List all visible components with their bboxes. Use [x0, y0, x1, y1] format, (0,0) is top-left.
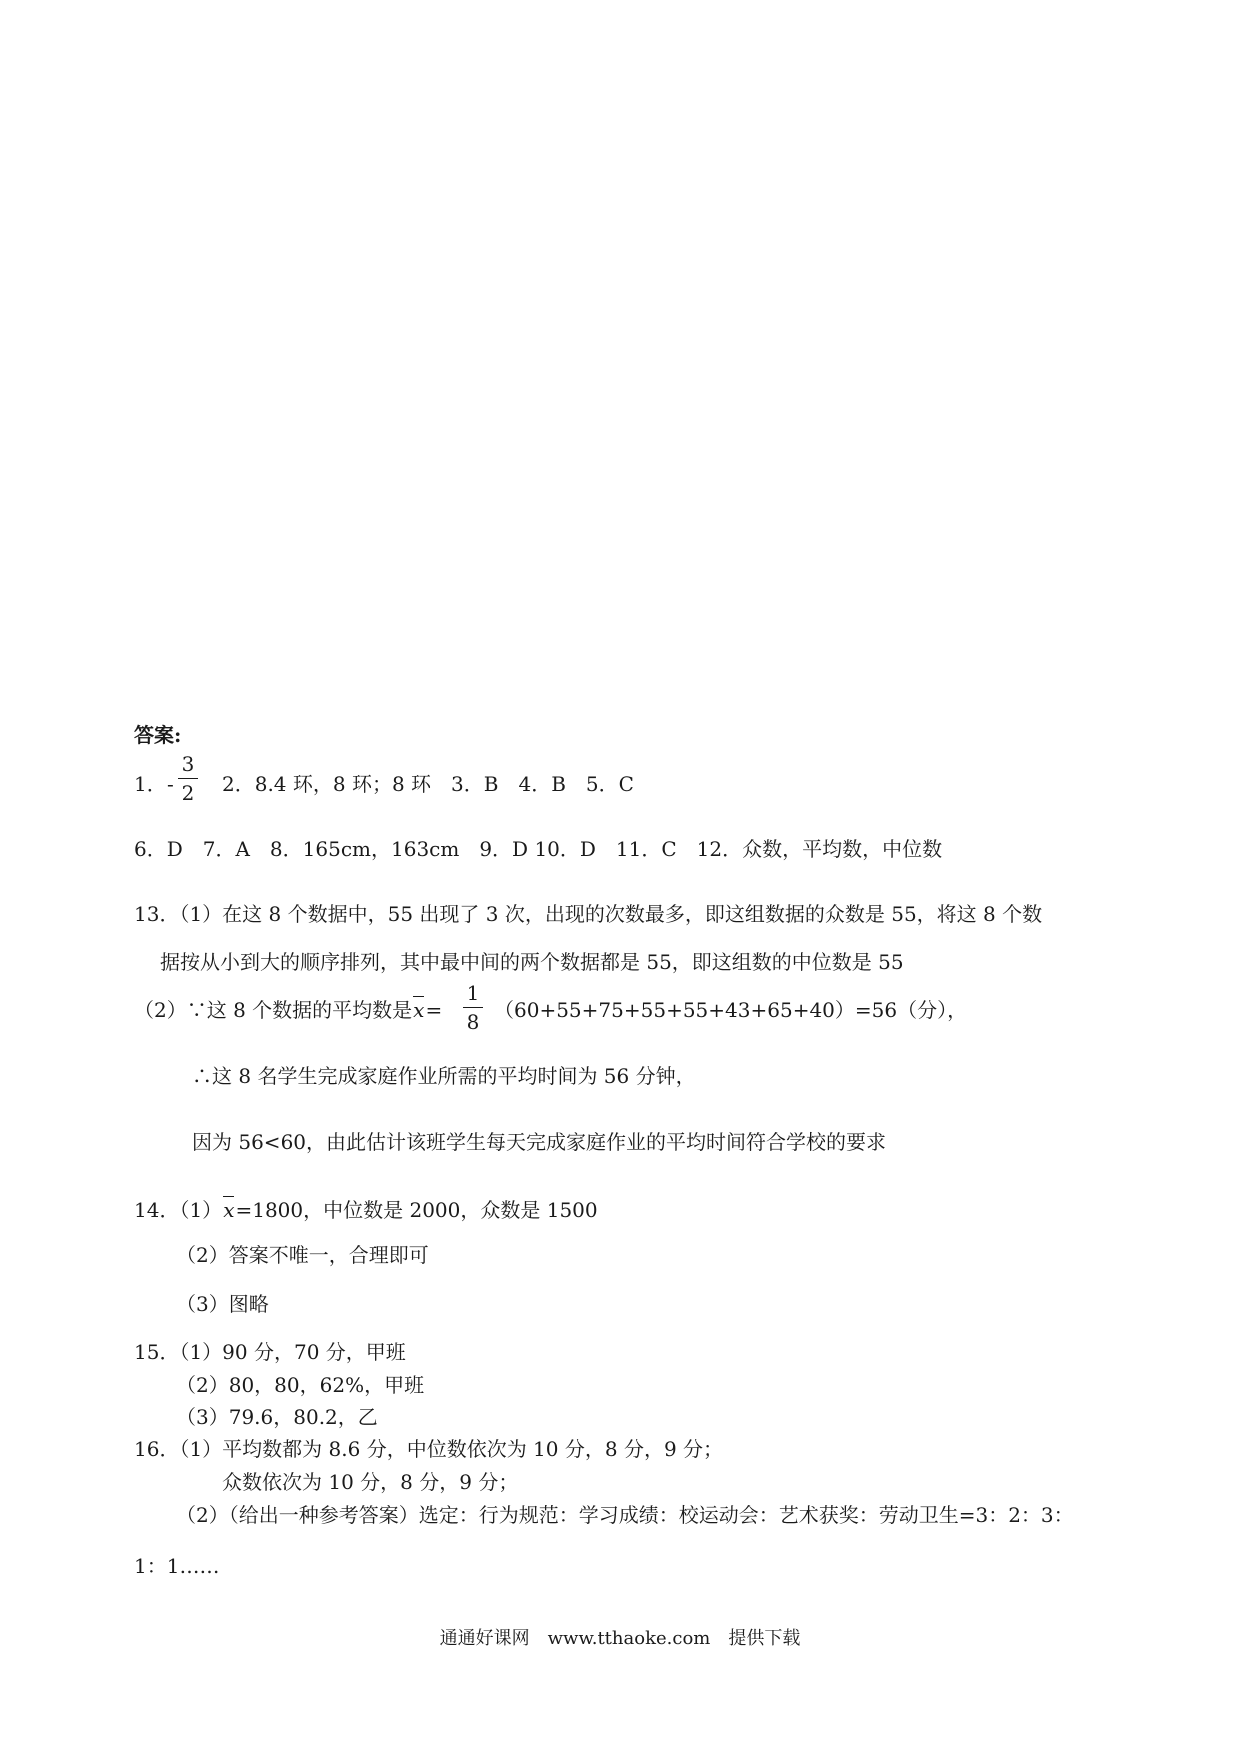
answer-15-line-3: （3）79.6，80.2，乙 — [176, 1405, 378, 1429]
answer-14-line-1 — [134, 1198, 598, 1222]
fraction-denominator: 8 — [466, 1010, 480, 1034]
answer-1-number: 1． — [134, 772, 167, 796]
answer-15-line-1: 15．（1）90 分，70 分，甲班 — [134, 1340, 406, 1364]
answer-1-sign: - — [167, 772, 174, 796]
answers-heading: 答案: — [134, 723, 182, 747]
answer-16-line-3: （2）（给出一种参考答案）选定：行为规范：学习成绩：校运动会：艺术获奖：劳动卫生=3：2：3： — [176, 1503, 1074, 1527]
answer-13-line-4: ∴这 8 名学生完成家庭作业所需的平均时间为 56 分钟， — [192, 1064, 696, 1088]
equals-sign: = — [425, 998, 443, 1022]
answer-13-line-2: 据按从小到大的顺序排列，其中最中间的两个数据都是 55，即这组数的中位数是 55 — [160, 950, 904, 974]
answers-2-to-5: 2．8.4 环，8 环；8 环 3．B 4．B 5．C — [222, 772, 634, 796]
fraction-bar — [178, 778, 198, 779]
answer-13-line-5: 因为 56<60，由此估计该班学生每天完成家庭作业的平均时间符合学校的要求 — [192, 1130, 887, 1154]
x-bar-symbol: x — [223, 1198, 235, 1222]
answers-6-to-12: 6．D 7．A 8．165cm，163cm 9．D 10．D 11．C 12．众数，平均数，中位数 — [134, 837, 943, 861]
answer-16-line-1: 16．（1）平均数都为 8.6 分，中位数依次为 10 分，8 分，9 分； — [134, 1437, 724, 1461]
answer-13-mean-expression: （60+55+75+55+55+43+65+40）=56（分）， — [494, 998, 968, 1022]
answer-16-line-4: 1：1…… — [134, 1554, 220, 1578]
page-footer: 通通好课网 www.tthaoke.com 提供下载 — [439, 1628, 801, 1649]
fraction-numerator: 1 — [466, 981, 480, 1005]
answer-1-fraction — [178, 753, 198, 804]
answer-15-line-2: （2）80，80，62%，甲班 — [176, 1373, 425, 1397]
answer-13-mean-prefix: （2）∵这 8 个数据的平均数是 — [134, 998, 413, 1022]
answer-16-line-2: 众数依次为 10 分，8 分，9 分； — [222, 1470, 519, 1494]
fraction-numerator: 3 — [181, 752, 195, 776]
x-bar-symbol: x — [413, 998, 425, 1022]
answer-14-line-3: （3）图略 — [176, 1292, 269, 1316]
answer-14-line-2: （2）答案不唯一，合理即可 — [176, 1243, 429, 1267]
answer-13-line-1: 13．（1）在这 8 个数据中，55 出现了 3 次，出现的次数最多，即这组数据的众数是 55，将这 8 个数 — [134, 902, 1043, 926]
answer-13-fraction — [463, 982, 483, 1033]
answer-14-values: =1800，中位数是 2000，众数是 1500 — [235, 1198, 598, 1222]
answer-13-line-3 — [134, 998, 442, 1022]
fraction-bar — [463, 1007, 483, 1008]
answer-14-prefix: 14．（1） — [134, 1198, 223, 1222]
fraction-denominator: 2 — [181, 781, 195, 805]
